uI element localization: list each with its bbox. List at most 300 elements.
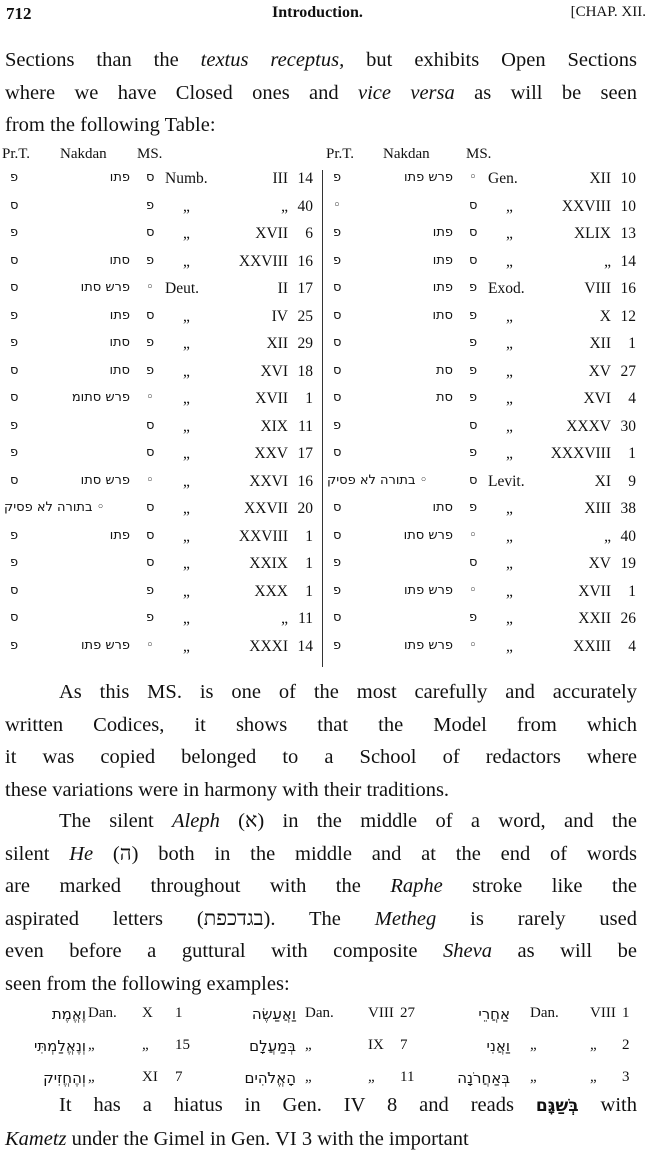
chapter-number: XVI	[260, 363, 288, 381]
pr-t-mark: ס	[10, 253, 18, 268]
chapter-number: XVII	[255, 225, 288, 243]
hebrew-example: הָאֱלֹהִים	[245, 1069, 296, 1087]
pr-t-mark: פ	[10, 418, 18, 433]
ms-mark: ס	[146, 445, 154, 460]
verse-number: 10	[621, 170, 637, 188]
pr-t-mark: פ	[10, 335, 18, 350]
text-run: from the following Table:	[5, 114, 216, 136]
chapter-number: XXXVIII	[551, 445, 611, 463]
text-run: silent	[5, 843, 69, 865]
book-name: „	[183, 253, 190, 271]
text-run: but exhibits Open Sections	[344, 49, 637, 71]
col-header-pr-t: Pr.T.	[2, 146, 30, 163]
verse-ref: 1	[622, 1005, 630, 1022]
chapter-number: XLIX	[574, 225, 611, 243]
chapter-number: XXIII	[573, 638, 611, 656]
pr-t-mark: ס	[333, 363, 341, 378]
pr-t-mark: ס	[333, 528, 341, 543]
col-header-pr-t-right: Pr.T.	[326, 146, 354, 163]
ms-mark: ס	[469, 418, 477, 433]
verse-number: 1	[305, 390, 313, 408]
text-run: It has a hiatus in Gen. IV 8 and reads	[59, 1094, 536, 1116]
table-row	[0, 363, 655, 389]
italic-term: Aleph	[172, 810, 220, 832]
nakdan-note: סת	[436, 390, 453, 405]
table-row	[0, 583, 655, 609]
nakdan-note: פרש סתו	[81, 280, 130, 295]
book-ref: Dan.	[305, 1005, 334, 1022]
nakdan-note: פתו	[110, 308, 130, 323]
book-name: „	[506, 638, 513, 656]
chapter-ref: „	[368, 1069, 375, 1086]
nakdan-note: פרש סתו	[81, 473, 130, 488]
book-name: „	[506, 308, 513, 326]
verse-number: 4	[628, 390, 636, 408]
table-row	[0, 280, 655, 306]
text-line	[5, 77, 637, 110]
ms-mark: ◦	[469, 528, 477, 543]
verse-number: 17	[298, 445, 314, 463]
paragraph-codices	[5, 676, 637, 806]
book-name: „	[183, 308, 190, 326]
ms-mark: ◦	[146, 473, 154, 488]
ms-mark: ס	[146, 500, 154, 515]
verse-ref: 1	[175, 1005, 183, 1022]
book-name: „	[183, 198, 190, 216]
chapter-ref: IX	[368, 1037, 384, 1054]
paragraph-intro	[5, 44, 637, 142]
text-run: where we have Closed ones and	[5, 82, 358, 104]
verse-number: 40	[621, 528, 637, 546]
text-run: is rarely used	[436, 908, 637, 930]
text-run: (א) in the middle of a word, and the	[220, 810, 637, 832]
text-run: are marked throughout with the	[5, 875, 390, 897]
chapter-number: XXXI	[249, 638, 288, 656]
col-header-ms-right: MS.	[466, 146, 491, 163]
chapter-number: „	[281, 198, 288, 216]
text-line: it was copied belonged to a School of redactors where	[5, 741, 637, 774]
ms-mark: ס	[146, 555, 154, 570]
pr-t-mark: ס	[333, 390, 341, 405]
verse-number: 25	[298, 308, 314, 326]
verse-number: 16	[621, 280, 637, 298]
pr-t-mark: ס	[10, 390, 18, 405]
chapter-number: XXIX	[249, 555, 288, 573]
pr-t-mark: פ	[10, 555, 18, 570]
text-run: even before a guttural with composite	[5, 940, 443, 962]
ms-mark: ס	[469, 253, 477, 268]
text-line	[5, 44, 637, 77]
paragraph-aleph-he	[5, 805, 637, 1000]
table-row	[0, 500, 655, 526]
book-name: „	[183, 335, 190, 353]
ms-mark: ◦	[469, 638, 477, 653]
hebrew-example: וַאֲעַשֶׂה	[252, 1005, 296, 1023]
text-run: under the Gimel in Gen. VI 3 with the important	[67, 1128, 469, 1150]
text-line: written Codices, it shows that the Model from which	[5, 709, 637, 742]
ms-mark: ◦	[146, 280, 154, 295]
book-name: „	[506, 418, 513, 436]
col-header-nakdan: Nakdan	[60, 146, 107, 163]
hebrew-example: וַאֲנִי	[487, 1037, 510, 1055]
nakdan-note: פתו	[110, 170, 130, 185]
nakdan-note: פתו	[433, 253, 453, 268]
ms-mark: ס	[469, 198, 477, 213]
chapter-number: XXXV	[566, 418, 611, 436]
chapter-number: XXVIII	[239, 253, 288, 271]
chapter-number: XXVII	[244, 500, 288, 518]
chapter-ref: XI	[142, 1069, 158, 1086]
chapter-number: III	[273, 170, 289, 188]
book-name: „	[183, 445, 190, 463]
chapter-number: XII	[266, 335, 288, 353]
verse-number: 20	[298, 500, 314, 518]
text-run: seen from the following examples:	[5, 973, 290, 995]
example-row	[0, 1037, 655, 1065]
verse-ref: 2	[622, 1037, 630, 1054]
chapter-number: „	[604, 528, 611, 546]
verse-number: 27	[621, 363, 637, 381]
pr-t-mark: ס	[333, 500, 341, 515]
text-line	[5, 1123, 637, 1155]
verse-number: 1	[305, 555, 313, 573]
ms-mark: ס	[146, 225, 154, 240]
nakdan-note: סת	[436, 363, 453, 378]
book-ref: „	[88, 1069, 95, 1086]
table-row	[0, 610, 655, 636]
chapter-number: XII	[589, 335, 611, 353]
hebrew-example: וְהֶחֱזִיק	[43, 1069, 86, 1087]
paragraph-hiatus	[5, 1089, 637, 1155]
ms-mark: פ	[146, 253, 154, 268]
verse-number: 16	[298, 473, 314, 491]
ms-mark: ◦	[469, 170, 477, 185]
book-name: „	[183, 528, 190, 546]
pr-t-mark: פ	[10, 638, 18, 653]
book-name: „	[506, 583, 513, 601]
ms-mark: פ	[146, 363, 154, 378]
table-row	[0, 170, 655, 196]
ms-mark: ס	[469, 555, 477, 570]
verse-number: 26	[621, 610, 637, 628]
chapter-number: XII	[589, 170, 611, 188]
ms-mark: ס	[146, 170, 154, 185]
book-name: Deut.	[165, 280, 199, 298]
verse-number: 40	[298, 198, 314, 216]
verse-number: 14	[621, 253, 637, 271]
verse-number: 1	[305, 528, 313, 546]
italic-term: Raphe	[390, 875, 442, 897]
verse-number: 29	[298, 335, 314, 353]
book-ref: „	[88, 1037, 95, 1054]
book-ref: „	[530, 1037, 537, 1054]
chapter-ref: „	[142, 1037, 149, 1054]
verse-number: 4	[628, 638, 636, 656]
chapter-number: „	[604, 253, 611, 271]
chapter-number: XV	[589, 555, 611, 573]
text-run: (ה) both in the middle and at the end of words	[93, 843, 637, 865]
text-run: Sections than the	[5, 49, 201, 71]
hebrew-example: וֶאֱמֶת	[52, 1005, 86, 1023]
book-name: „	[183, 638, 190, 656]
chapter-number: XXV	[254, 445, 288, 463]
verse-ref: 7	[175, 1069, 183, 1086]
pr-t-mark: פ	[10, 225, 18, 240]
pr-t-mark: ס	[10, 583, 18, 598]
book-ref: Dan.	[88, 1005, 117, 1022]
book-name: „	[506, 528, 513, 546]
chapter-number: XVII	[255, 390, 288, 408]
pr-t-mark: ◦ בתורה לא פסיק	[327, 473, 427, 488]
book-name: „	[183, 390, 190, 408]
book-ref: Dan.	[530, 1005, 559, 1022]
chapter-number: XVII	[578, 583, 611, 601]
text-line	[5, 838, 637, 871]
chapter-ref: VIII	[590, 1005, 616, 1022]
table-row	[0, 253, 655, 279]
chapter-label: [CHAP. XII.	[571, 4, 646, 21]
table-row	[0, 418, 655, 444]
chapter-number: VIII	[584, 280, 611, 298]
table-row	[0, 198, 655, 224]
verse-ref: 3	[622, 1069, 630, 1086]
book-name: Gen.	[488, 170, 518, 188]
book-name: Numb.	[165, 170, 208, 188]
ms-mark: ◦	[469, 583, 477, 598]
pr-t-mark: ◦ בתורה לא פסיק	[4, 500, 104, 515]
pr-t-mark: ◦	[333, 198, 341, 213]
verse-ref: 11	[400, 1069, 414, 1086]
verse-number: 12	[621, 308, 637, 326]
book-name: „	[183, 363, 190, 381]
nakdan-note: פרש סתומ	[72, 390, 130, 405]
italic-term: textus receptus,	[201, 49, 345, 71]
book-ref: „	[530, 1069, 537, 1086]
chapter-ref: VIII	[368, 1005, 394, 1022]
col-header-nakdan-right: Nakdan	[383, 146, 430, 163]
table-row	[0, 555, 655, 581]
verse-number: 1	[305, 583, 313, 601]
verse-number: 13	[621, 225, 637, 243]
book-name: „	[183, 500, 190, 518]
italic-term: Sheva	[443, 940, 492, 962]
running-header	[6, 4, 646, 30]
book-name: „	[506, 610, 513, 628]
chapter-number: XXII	[578, 610, 611, 628]
ms-mark: פ	[469, 280, 477, 295]
ms-mark: ס	[469, 225, 477, 240]
ms-mark: ◦	[146, 638, 154, 653]
text-line	[5, 935, 637, 968]
nakdan-note: סתו	[432, 308, 453, 323]
pr-t-mark: ס	[10, 363, 18, 378]
nakdan-note: סתו	[109, 335, 130, 350]
nakdan-note: פתו	[433, 225, 453, 240]
text-line	[5, 1089, 637, 1123]
text-line: these variations were in harmony with their traditions.	[5, 774, 637, 807]
table-row	[0, 225, 655, 251]
book-name: „	[506, 555, 513, 573]
nakdan-note: פרש פתו	[404, 583, 453, 598]
book-name: „	[506, 335, 513, 353]
chapter-number: XIII	[584, 500, 611, 518]
pr-t-mark: ס	[333, 445, 341, 460]
example-row	[0, 1005, 655, 1033]
table-row	[0, 445, 655, 471]
book-name: „	[183, 418, 190, 436]
hebrew-example: אַחֲרֵי	[478, 1005, 510, 1023]
nakdan-note: סתו	[432, 500, 453, 515]
ms-mark: ◦	[146, 390, 154, 405]
ms-mark: ס	[469, 473, 477, 488]
pr-t-mark: ס	[10, 280, 18, 295]
nakdan-note: פרש פתו	[404, 170, 453, 185]
chapter-number: XXVI	[249, 473, 288, 491]
verse-number: 14	[298, 638, 314, 656]
chapter-number: XIX	[260, 418, 288, 436]
book-name: „	[183, 610, 190, 628]
pr-t-mark: פ	[333, 583, 341, 598]
nakdan-note: פתו	[433, 280, 453, 295]
book-name: „	[183, 555, 190, 573]
running-title: Introduction.	[272, 4, 363, 22]
verse-number: 1	[628, 335, 636, 353]
book-name: „	[506, 253, 513, 271]
nakdan-note: סתו	[109, 253, 130, 268]
pr-t-mark: פ	[333, 253, 341, 268]
pr-t-mark: ס	[333, 610, 341, 625]
pr-t-mark: פ	[10, 528, 18, 543]
table-row	[0, 308, 655, 334]
ms-mark: פ	[469, 390, 477, 405]
book-ref: „	[305, 1069, 312, 1086]
book-ref: „	[305, 1037, 312, 1054]
verse-number: 10	[621, 198, 637, 216]
text-run: as will be seen	[455, 82, 637, 104]
ms-mark: פ	[146, 198, 154, 213]
chapter-number: XV	[589, 363, 611, 381]
verse-ref: 27	[400, 1005, 415, 1022]
text-line	[5, 968, 637, 1001]
chapter-number: XXVIII	[239, 528, 288, 546]
table-header	[0, 146, 655, 168]
verse-number: 6	[305, 225, 313, 243]
book-name: „	[183, 473, 190, 491]
pr-t-mark: ס	[10, 610, 18, 625]
hebrew-example: בְּמַעֲלָם	[249, 1037, 296, 1055]
text-line	[5, 805, 637, 838]
pr-t-mark: פ	[333, 638, 341, 653]
book-name: „	[183, 583, 190, 601]
ms-mark: פ	[469, 363, 477, 378]
book-name: Exod.	[488, 280, 525, 298]
pr-t-mark: פ	[10, 308, 18, 323]
pr-t-mark: פ	[333, 170, 341, 185]
pr-t-mark: פ	[333, 555, 341, 570]
hebrew-example: וְנֶאֱלַמְתִּי	[34, 1037, 86, 1055]
ms-mark: ס	[146, 308, 154, 323]
verse-number: 30	[621, 418, 637, 436]
verse-number: 9	[628, 473, 636, 491]
text-run: stroke like the	[443, 875, 637, 897]
chapter-number: IV	[272, 308, 288, 326]
nakdan-note: סתו	[109, 363, 130, 378]
nakdan-note: פרש סתו	[404, 528, 453, 543]
table-row	[0, 335, 655, 361]
chapter-number: X	[600, 308, 611, 326]
table-row	[0, 473, 655, 499]
book-name: „	[506, 198, 513, 216]
text-line	[5, 903, 637, 936]
ms-mark: פ	[469, 308, 477, 323]
verse-ref: 15	[175, 1037, 190, 1054]
verse-number: 1	[628, 445, 636, 463]
verse-number: 18	[298, 363, 314, 381]
chapter-number: XXX	[254, 583, 288, 601]
pr-t-mark: פ	[10, 170, 18, 185]
pr-t-mark: פ	[333, 225, 341, 240]
book-name: „	[506, 363, 513, 381]
text-run: The silent	[59, 810, 172, 832]
ms-mark: פ	[469, 610, 477, 625]
ms-mark: פ	[146, 610, 154, 625]
table-row	[0, 528, 655, 554]
pr-t-mark: פ	[333, 418, 341, 433]
verse-number: 11	[298, 610, 313, 628]
text-line	[5, 109, 637, 142]
ms-mark: פ	[469, 335, 477, 350]
nakdan-note: פתו	[110, 528, 130, 543]
book-name: „	[506, 225, 513, 243]
page-number: 712	[6, 4, 32, 24]
book-name: „	[506, 390, 513, 408]
book-name: „	[506, 445, 513, 463]
verse-number: 1	[628, 583, 636, 601]
ms-mark: פ	[469, 500, 477, 515]
text-run: with	[579, 1094, 637, 1116]
pr-t-mark: ס	[333, 280, 341, 295]
text-line: As this MS. is one of the most carefully and accurately	[5, 676, 637, 709]
chapter-number: XVI	[583, 390, 611, 408]
table-row	[0, 390, 655, 416]
book-name: „	[506, 500, 513, 518]
verse-ref: 7	[400, 1037, 408, 1054]
nakdan-note: פרש פתו	[404, 638, 453, 653]
pr-t-mark: פ	[10, 445, 18, 460]
book-name: „	[183, 225, 190, 243]
italic-term: Kametz	[5, 1128, 67, 1150]
verse-number: 19	[621, 555, 637, 573]
italic-term: vice versa	[358, 82, 455, 104]
ms-mark: פ	[146, 583, 154, 598]
italic-term: Metheg	[375, 908, 436, 930]
text-line	[5, 870, 637, 903]
verse-number: 17	[298, 280, 314, 298]
pr-t-mark: ס	[333, 308, 341, 323]
chapter-number: XI	[595, 473, 611, 491]
hebrew-example: בְּאַחֲרֹנָה	[457, 1069, 510, 1087]
verse-number: 38	[621, 500, 637, 518]
ms-mark: פ	[469, 445, 477, 460]
ms-mark: ס	[146, 528, 154, 543]
text-run: aspirated letters (בגדכפת). The	[5, 908, 375, 930]
chapter-number: „	[281, 610, 288, 628]
pr-t-mark: ס	[10, 198, 18, 213]
verse-number: 11	[298, 418, 313, 436]
pr-t-mark: ס	[10, 473, 18, 488]
chapter-ref: „	[590, 1069, 597, 1086]
chapter-ref: X	[142, 1005, 153, 1022]
